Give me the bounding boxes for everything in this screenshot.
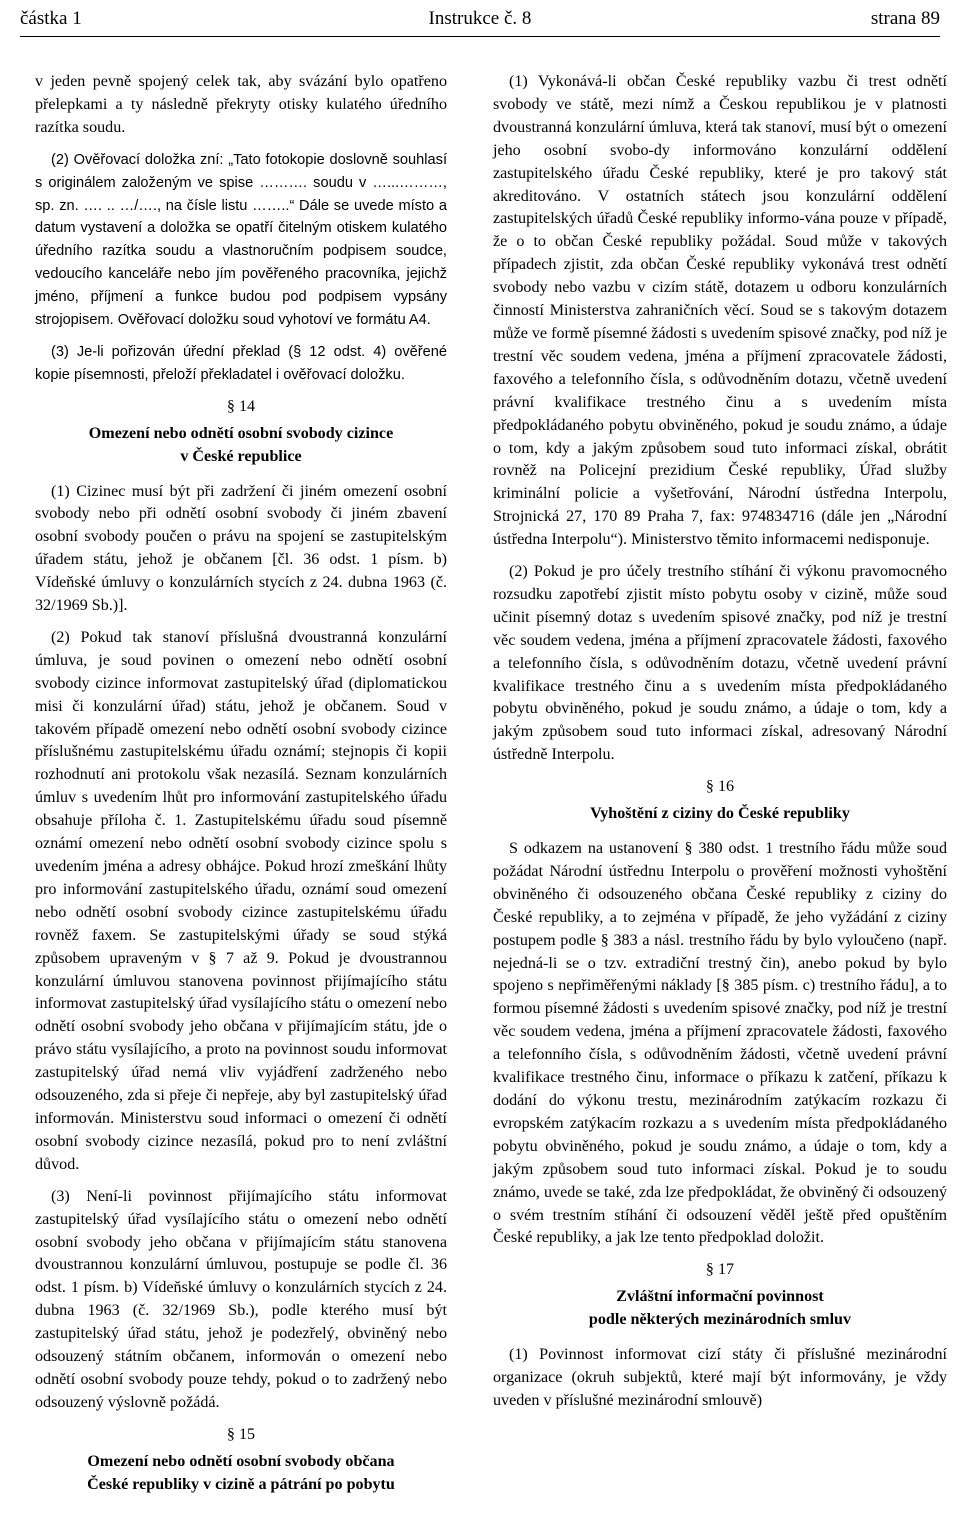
page-header [20, 4, 940, 34]
section-heading-line: Omezení nebo odnětí osobní svobody cizince [88, 424, 394, 442]
section-heading: Vyhoštění z ciziny do České republiky [590, 805, 850, 823]
header-issue-number: částka 1 [20, 8, 82, 29]
section-heading [35, 423, 447, 469]
header-document-title: Instrukce č. 8 [428, 8, 532, 29]
paragraph: (1) Cizinec musí být při zadržení či jiném omezení osobní svobody nebo při odnětí osobní svobody či jiném zbavení osobní svobody poučen o právu na spojení se zastupitelským úřadem státu, jehož je občanem [čl. 36 odst. 1 písm. b) Vídeňské úmluvy o konzulárních stycích z 24. dubna 1963 (č. 32/1969 Sb.)]. [35, 482, 447, 615]
section-number: § 16 [705, 778, 735, 796]
section-number: § 15 [226, 1425, 256, 1443]
left-column [35, 71, 447, 1508]
section-heading [35, 1451, 447, 1497]
section-number: § 14 [226, 397, 256, 415]
paragraph: (2) Ověřovací doložka zní: „Tato fotokopie doslovně souhlasí s originálem založeným ve spise ………. soudu v …...………, sp. zn. …. .. …/…., na čísle listu ……..“ Dále se uvede místo a datum vystavení a doložka se opatří čitelným otiskem kulatého úředního razítka soudu a vlastnoručním podpisem soudce, vedoucího kanceláře nebo jím pověřeného pracovníka, jejichž jméno, příjmení a funkce budou pod podpisem vypsány strojopisem. Ověřovací doložku soud vyhotoví ve formátu A4. [35, 151, 447, 329]
section-heading [493, 1286, 947, 1332]
paragraph: (1) Vykonává-li občan České republiky vazbu či trest odnětí svobody ve státě, mezi nímž a Českou republikou je v platnosti dvoustranná konzulární úmluva, která tak stanoví, musí být o omezení jeho osobní svobo-dy informováno konzulární oddělení zastupitelského úřadu České republiky, které je pro takový stát akreditováno. V ostatních státech jsou konzulární oddělení zastupitelských úřadů České republiky informo-vána pouze v případě, že o to občan České republiky požádal. Soud může v takových případech zjistit, zda občan České republiky vykonává trest odnětí svobody nebo vazbu v cizím státě, dotazem u odboru konzulárních činností Ministerstva zahraničních věcí. Soud se s takovým dotazem může ve formě písemné žádosti s uvedením spisové značky, pod níž je trestní věc soudem vedena, jména a příjmení zpracovatele žádosti, faxového a telefonního čísla, s odůvodněním dotazu, včetně uvedení právní kvalifikace trestného činu a s uvedením místa předpokládaného pobytu obviněného, pokud je soudu známo, a údaje o tom, kdy a jakým způsobem soud tuto informaci získal, obrátit rovněž na Policejní prezidium České republiky, Úřad služby kriminální policie a vyšetřování, Národní ústředna Interpolu, Strojnická 27, 170 89 Praha 7, fax: 974834716 (dále jen „Národní ústředna Interpolu“). Ministerstvo těmito informacemi nedisponuje. [493, 73, 947, 549]
paragraph: v jeden pevně spojený celek tak, aby svázání bylo opatřeno přelepkami a ty následně překryty otisky kulatého úředního razítka soudu. [35, 73, 447, 136]
section-heading-line: podle některých mezinárodních smluv [588, 1311, 852, 1329]
paragraph: (2) Pokud tak stanoví příslušná dvoustranná konzulární úmluva, je soud povinen o omezení nebo odnětí osobní svobody cizince informovat zastupitelský úřad (diplomatickou misi či konzulární úřad) státu, jehož je občanem. Soud v takovém případě omezení nebo odnětí osobní svobody cizince příslušnému zastupitelskému úřadu oznámí; stejnopis či kopii rozhodnutí ani protokolu však nezasílá. Seznam konzulárních úmluv s uvedením lhůt pro informování zastupitelského úřadu obsahuje příloha č. 1. Zastupitelskému úřadu soud písemně oznámí omezení nebo odnětí osobní svobody cizince spolu s uvedením jména a adresy obhájce. Pokud hrozí zmeškání lhůty pro informování zastupitelského úřadu, oznámí soud omezení nebo odnětí osobní svobody cizince zastupitelskému úřadu rovněž faxem. Se zastupitelskými úřady se soud stýká způsobem upraveným v § 7 až 9. Pokud je dvoustrannou konzulární úmluvou stanovena povinnost přijímajícího státu informovat zastupitelský úřad vysílajícího státu o omezení nebo odnětí osobní svobody jeho občana v přijímajícím státu, jde o právo státu vysílajícího, a proto na povinnost soudu informovat zastupitelský úřad nemá vliv vyjádření zadrženého nebo odsouzeného, zda si přeje či nepřeje, aby byl zastupitelský úřad informován. Ministerstvu soud informaci o omezení či odnětí osobní svobody cizince nezasílá, pokud pro to není zvláštní důvod. [35, 628, 447, 1173]
paragraph: (3) Je-li pořizován úřední překlad (§ 12 odst. 4) ověřené kopie písemnosti, přeloží překladatel i ověřovací doložku. [35, 343, 447, 383]
section-heading-line: Omezení nebo odnětí osobní svobody občana [87, 1452, 395, 1470]
header-page-number: strana 89 [870, 8, 940, 29]
section-heading-line: v České republice [180, 447, 302, 465]
paragraph: (2) Pokud je pro účely trestního stíhání či výkonu pravomocného rozsudku zapotřebí zjistit místo pobytu osoby v cizině, může soud učinit písemný dotaz s uvedením spisové značky, pod níž je trestní věc soudem vedena, jména a příjmení zpracovatele žádosti, faxového a telefonního čísla, s odůvodněním dotazu, včetně uvedení právní kvalifikace trestného činu a s uvedením místa předpokládaného pobytu obviněného, pokud je soudu známo, a údaje o tom, kdy a jakým způsobem soud tuto informaci získal, adresovaný Národní ústředně Interpolu. [493, 563, 947, 764]
paragraph: (3) Není-li povinnost přijímajícího státu informovat zastupitelský úřad vysílajícího státu o omezení nebo odnětí osobní svobody jeho občana v přijímajícím státu stanovena dvoustrannou konzulární úmluvou, postupuje se podle čl. 36 odst. 1 písm. b) Vídeňské úmluvy o konzulárních stycích z 24. dubna 1963 (č. 32/1969 Sb.), podle kterého musí být zastupitelský úřad státu, jehož je podezřelý, obviněný nebo odsouzený státním občanem, informován o omezení nebo odnětí osobní svobody pouze tehdy, pokud o to zadržený nebo odsouzený výslovně požádá. [35, 1187, 447, 1411]
paragraph: S odkazem na ustanovení § 380 odst. 1 trestního řádu může soud požádat Národní ústřednu Interpolu o prověření možnosti vyhoštění obviněného či odsouzeného občana České republiky z ciziny do České republiky, a to zejména v případě, že jeho vyžádání z ciziny postupem podle § 383 a násl. trestního řádu by bylo vyloučeno (např. nejedná-li se o tzv. extradiční trestný čin), anebo pokud by bylo spojeno s nepřiměřenými náklady [§ 385 písm. c) trestního řádu], a to formou písemné žádosti s uvedením spisové značky, pod níž je trestní věc soudem vedena, jména a příjmení zpracovatele žádosti, faxového a telefonního čísla, s odůvodněním žádosti, včetně uvedení právní kvalifikace trestného činu, informace o příkazu k zatčení, příkazu k dodání do výkonu trestu, mezinárodním zatýkacím rozkazu či evropském zatýkacím rozkazu a s uvedením místa předpokládaného pobytu obviněného, pokud je soudu známo, a údaje o tom, kdy a jakým způsobem soud tuto informaci získal. Pokud je to soudu známo, uvede se také, zda lze předpokládat, že obviněný či odsouzený o svém trestním stíhání či odsouzení věděl ještě před opuštěním České republiky, a jak lze tento předpoklad doložit. [493, 840, 947, 1247]
header-rule [20, 36, 940, 37]
paragraph: (1) Povinnost informovat cizí státy či příslušné mezinárodní organizace (okruh subjektů, které mají být informovány, je vždy uveden v příslušné mezinárodní smlouvě) [493, 1346, 947, 1409]
section-heading-line: Zvláštní informační povinnost [616, 1288, 824, 1306]
section-number: § 17 [705, 1261, 735, 1279]
right-column [493, 71, 947, 1422]
section-heading-line: České republiky v cizině a pátrání po pobytu [87, 1475, 395, 1493]
